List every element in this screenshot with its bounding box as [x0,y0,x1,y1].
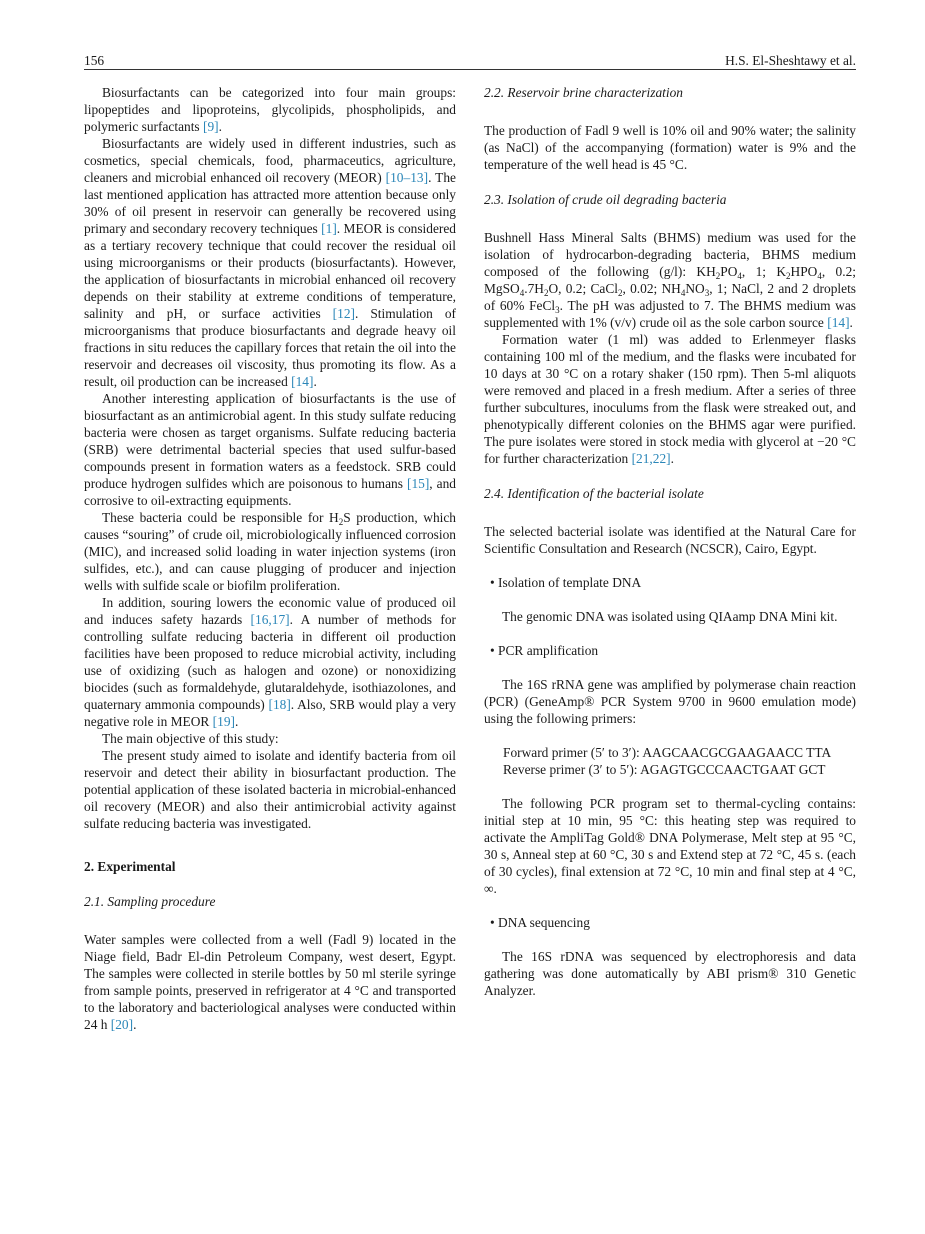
citation-link[interactable]: [21,22] [631,451,671,466]
citation-link[interactable]: [10–13] [385,170,429,185]
bullet-item: • PCR amplification [490,643,599,658]
running-authors: H.S. El-Sheshtawy et al. [725,53,856,68]
section-heading: 2. Experimental [84,859,176,874]
paragraph: Biosurfactants are widely used in different industries, such as cosmetics, special chemicals, food, pharmaceutics, agriculture, cleaners and microbial enhanced oil recovery (MEOR) [10–13]. The last mentioned application has attracted more attention because only 30% of oil present in reservoir can generally be recovered using primary and secondary recovery techniques [1]. MEOR is considered as a tertiary recovery technique that could recover the residual oil using microorganisms or their products (biosurfactants). However, the application of biosurfactants in microbial enhanced oil recovery depends on their stability at extreme conditions of temperature, salinity and pH, or surface activities [12]. Stimulation of microorganisms that produce biosurfactants and degrade heavy oil fractions in situ reduces the capillary forces that retain the oil into the reservoir and decreases oil viscosity, thus promoting its flow. As a result, oil production can be increased [14]. [84,136,457,389]
citation-link[interactable]: [14] [291,374,314,389]
citation-link[interactable]: [19] [212,714,235,729]
citation-link[interactable]: [14] [827,315,850,330]
right-column [484,84,856,999]
paragraph: The production of Fadl 9 well is 10% oil and 90% water; the salinity (as NaCl) of the accompanying (formation) water is 9% and the temperature of the well head is 45 °C. [484,123,856,172]
paragraph: The 16S rRNA gene was amplified by polymerase chain reaction (PCR) (GeneAmp® PCR System 9700 in 9600 emulation mode) using the following primers: [484,677,856,726]
paragraph: The selected bacterial isolate was identified at the Natural Care for Scientific Consultation and Research (NCSCR), Cairo, Egypt. [484,524,856,556]
primer-line: Reverse primer (3′ to 5′): AGAGTGCCCAACTGAAT GCT [503,762,826,777]
paragraph: In addition, souring lowers the economic value of produced oil and induces safety hazards [16,17]. A number of methods for controlling sulfate reducing bacteria in different oil production facilities have been proposed to reduce microbial activity, including use of oxidizing (such as halogen and ozone) or nonoxidizing biocides (such as formaldehyde, glutaraldehyde, isothiazolones, and quaternary ammonia compounds) [18]. Also, SRB would play a very negative role in MEOR [19]. [84,595,457,729]
citation-link[interactable]: [20] [110,1017,134,1032]
paragraph: These bacteria could be responsible for $H_2S$ production, which causes “souring” of crude oil, microbiologically influenced corrosion (MIC), and increased solid loading in water injection systems (iron sulfides, etc.), and can cause plugging of producer and injection wells with sulfide scale or biofilm proliferation. [84,510,457,593]
paragraph: The genomic DNA was isolated using QIAamp DNA Mini kit. [502,609,838,624]
paragraph: The present study aimed to isolate and identify bacteria from oil reservoir and detect their ability in biosurfactant production. The potential application of these isolated bacteria in microbial-enhanced oil recovery (MEOR) and also their antimicrobial activity against sulfate reducing bacteria was investigated. [84,748,456,831]
citation-link[interactable]: [15] [406,476,430,491]
citation-link[interactable]: [16,17] [250,612,290,627]
left-column [84,84,456,1033]
paragraph: Bushnell Hass Mineral Salts (BHMS) medium was used for the isolation of hydrocarbon-degrading bacteria, BHMS medium composed of the following (g/l): $KH_2PO_4$, 1; $K_2HPO_4$, 0.2; $MgSO_4.7H_2O$, 0.2; CaCl$_2$, 0.02; $NH_4NO_3$, 1; NaCl, 2 and 2 droplets of 60% FeCl$_3$. The pH was adjusted to 7. The BHMS medium was supplemented with 1% (v/v) crude oil as the sole carbon source [14]. [484,230,857,330]
paragraph: Water samples were collected from a well (Fadl 9) located in the Niage field, Badr El-din Petroleum Company, west desert, Egypt. The samples were collected in sterile bottles by 50 ml sterile syringe from sample points, preserved in refrigerator at 4 °C and transported to the laboratory and bacteriological analyses were conducted within 24 h [20]. [84,932,456,1032]
citation-link[interactable]: [1] [321,221,337,236]
subsection-heading: 2.4. Identification of the bacterial isolate [484,486,704,501]
bullet-item: • Isolation of template DNA [490,575,642,590]
subscript: 4 [519,288,525,298]
paragraph: The main objective of this study: [102,731,279,746]
citation-link[interactable]: [18] [268,697,291,712]
subsection-heading: 2.1. Sampling procedure [84,894,216,909]
paragraph: The following PCR program set to thermal-cycling contains: initial step at 10 min, 95 °C: this heating step was required to activate the AmpliTag Gold® DNA Polymerase, Melt step at 95 °C, 30 s, Anneal step at 60 °C, 30 s and Extend step at 72 °C, 45 s. (each of 30 cycles), final extension at 72 °C, 10 min and final step at 4 °C, ∞. [484,796,856,896]
subscript: 4 [817,271,822,281]
paragraph: Another interesting application of biosurfactants is the use of biosurfactant as an antimicrobial agent. In this study sulfate reducing bacteria were chosen as target organisms. Sulfate reducing bacteria (SRB) were detrimental bacterial species that used sulfur-based compounds present in formation waters as a feedstock. SRB could produce hydrogen sulfides which are poisonous to humans [15], and corrosive to oil-extracting equipments. [84,391,456,508]
citation-link[interactable]: [12] [332,306,355,321]
paragraph: The 16S rDNA was sequenced by electrophoresis and data gathering was done automatically by ABI prism® 310 Genetic Analyzer. [484,949,856,998]
subscript: 2 [543,288,549,298]
subscript: 3 [704,288,710,298]
running-header [84,52,856,70]
subscript: 3 [555,305,560,315]
subscript: 2 [715,271,721,281]
subscript: 4 [737,271,742,281]
subscript: 4 [680,288,686,298]
subsection-heading: 2.3. Isolation of crude oil degrading bacteria [484,192,727,207]
subsection-heading: 2.2. Reservoir brine characterization [484,85,683,100]
paragraph: Formation water (1 ml) was added to Erlenmeyer flasks containing 100 ml of the medium, and the flasks were incubated for 10 days at 30 °C on a rotary shaker (150 rpm). Then 5-ml aliquots were removed and placed in a fresh medium. After a series of three further subcultures, inoculums from the flask were streaked out, and phenotypically different colonies on the BHMS agar were purified. The pure isolates were stored in stock media with glycerol at −20 °C for further characterization [21,22]. [484,332,856,466]
page-number: 156 [84,53,105,68]
subscript: 2 [338,517,344,527]
subscript: 2 [617,288,623,298]
bullet-item: • DNA sequencing [490,915,590,930]
subscript: 2 [786,271,791,281]
paragraph: Biosurfactants can be categorized into four main groups: lipopeptides and lipoproteins, glycolipids, phospholipids, and polymeric surfactants [9]. [84,85,456,134]
citation-link[interactable]: [9] [203,119,219,134]
primer-line: Forward primer (5′ to 3′): AAGCAACGCGAAGAACC TTA [503,745,832,760]
